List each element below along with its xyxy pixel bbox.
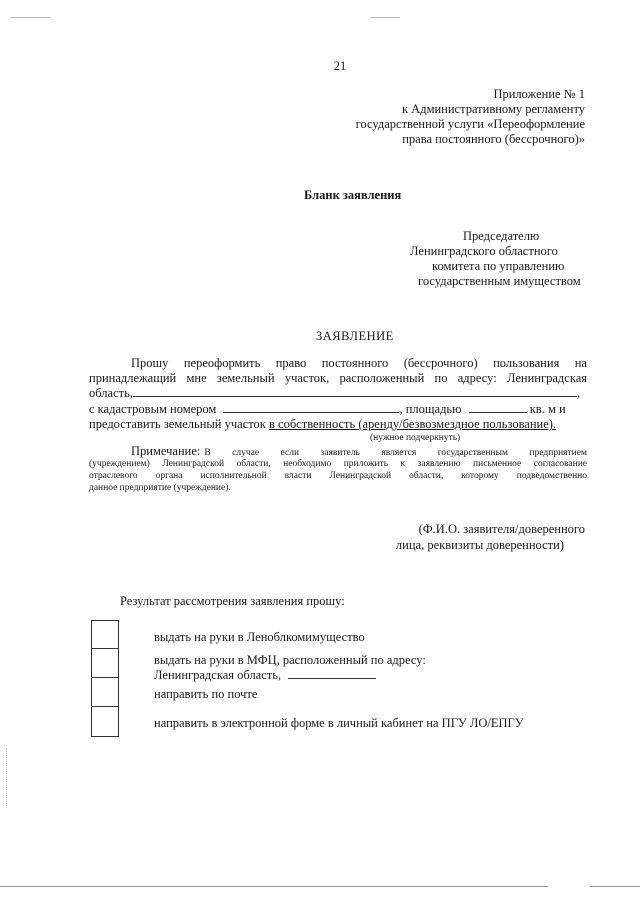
- option-label-2: выдать на руки в МФЦ, расположенный по адресу:: [154, 653, 426, 667]
- provide-label: предоставить земельный участок: [89, 417, 266, 431]
- margin-specks: [6, 748, 8, 808]
- option-checkbox-1[interactable]: [91, 620, 119, 649]
- addressee-line-2: Ленинградского областного: [410, 244, 558, 258]
- body-line-3: область, ,: [89, 386, 581, 400]
- area-unit: кв. м и: [529, 402, 566, 416]
- option-label-4: направить в электронной форме в личный кабинет на ПГУ ЛО/ЕПГУ: [154, 716, 524, 730]
- note-line-4: данное предприятие (учреждение).: [89, 483, 231, 493]
- body-line-4: [89, 402, 566, 417]
- appendix-line-1: Приложение № 1: [493, 87, 585, 101]
- addressee-line-3: комитета по управлению: [432, 259, 565, 273]
- option-label-3: направить по почте: [154, 687, 258, 701]
- note-line-3: отраслевого органа исполнительной власти Ленинградской области, которому подведомственно: [89, 471, 587, 481]
- mfc-address-field[interactable]: [288, 668, 376, 679]
- option-checkbox-2[interactable]: [91, 648, 119, 678]
- scan-artifact-top-left: [10, 17, 50, 18]
- body-line-1: Прошу переоформить право постоянного (бессрочного) пользования на: [131, 356, 587, 370]
- body-line-2: принадлежащий мне земельный участок, расположенный по адресу: Ленинградская: [89, 371, 587, 385]
- form-title: Бланк заявления: [304, 188, 402, 202]
- scan-artifact-top-right: [370, 17, 400, 18]
- document-heading: ЗАЯВЛЕНИЕ: [316, 329, 394, 343]
- scan-artifact-bottom: [0, 886, 548, 887]
- scan-artifact-bottom-right: [590, 886, 640, 887]
- appendix-line-2: к Административному регламенту: [401, 102, 585, 116]
- address-field[interactable]: [133, 386, 577, 397]
- ownership-type[interactable]: в собственность (аренду/безвозмездное пользование).: [269, 417, 557, 431]
- appendix-line-3: государственной услуги «Переоформление: [355, 117, 585, 131]
- area-field[interactable]: [469, 402, 527, 413]
- option-label-1: выдать на руки в Леноблкомимущество: [154, 630, 365, 644]
- note-line-1: [131, 444, 587, 459]
- cadastral-label: с кадастровым номером: [89, 402, 217, 416]
- note-line-2: (учреждением) Ленинградской области, необходимо приложить к заявлению письменное согласование: [89, 459, 587, 469]
- area-label: , площадью: [399, 402, 462, 416]
- region-label: область,: [89, 386, 133, 400]
- page-number: 21: [333, 59, 347, 73]
- option-checkbox-3[interactable]: [91, 677, 119, 707]
- addressee-line-4: государственным имуществом: [418, 274, 581, 288]
- appendix-line-4: права постоянного (бессрочного)»: [402, 132, 585, 146]
- cadastral-number-field[interactable]: [223, 402, 399, 413]
- option-sub-2: [154, 668, 376, 683]
- option-checkbox-4[interactable]: [91, 706, 119, 737]
- addressee-line-1: Председателю: [463, 229, 540, 243]
- strike-note: (нужное подчеркнуть): [370, 433, 461, 443]
- result-label: Результат рассмотрения заявления прошу:: [120, 594, 345, 608]
- option-sub-2-text: Ленинградская область,: [154, 668, 282, 682]
- signature-line-1: (Ф.И.О. заявителя/доверенного: [418, 522, 585, 536]
- note-label: Примечание:: [131, 444, 201, 458]
- note-text-1: В случае если заявитель является государственным предприятием: [204, 448, 587, 458]
- body-line-5: [89, 417, 556, 432]
- signature-line-2: лица, реквизиты доверенности): [395, 538, 564, 552]
